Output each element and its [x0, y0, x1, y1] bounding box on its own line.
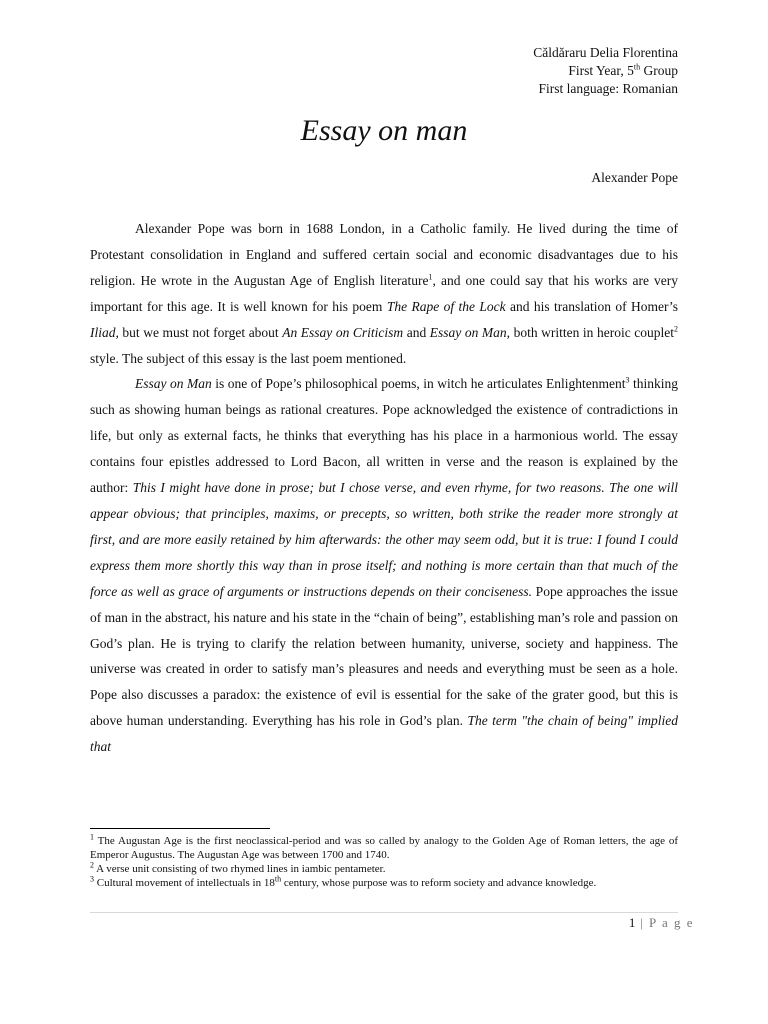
text-run: Pope approaches the issue of man in the abstract, his nature and his state in the “chain of being”, establishing man’s role and passion on God’s plan. He is trying to clarify the relation between humanity, universe, society and happiness. The universe was created in order to satisfy man’s pleasures and needs and everything must be seen as a hole. Pope also discusses a paradox: the existence of evil is essential for the sake of the grater good, but this is above human understanding. Everything has his role in God’s plan.: [90, 583, 678, 729]
footnote-text: century, whose purpose was to reform society and advance knowledge.: [281, 877, 597, 889]
page-separator: |: [635, 915, 649, 930]
footnote-text: The Augustan Age is the first neoclassical-period and was so called by analogy to the Golden Age of Roman letters, the age of Emperor Augustus. The Augustan Age was between 1700 and 1740.: [90, 835, 678, 861]
text-run: but we must not forget about: [118, 324, 283, 340]
year-text: First Year, 5: [568, 63, 634, 78]
document-title: Essay on man: [300, 114, 468, 147]
italic-title: Iliad,: [90, 324, 119, 340]
page-footer: [629, 915, 694, 931]
italic-quote: The term "the chain of being" implied that: [90, 713, 678, 755]
text-run: both written in heroic couplet: [510, 324, 674, 340]
text-run: thinking such as showing human beings as rational creatures. Pope acknowledged the existence of contradictions in life, but only as external facts, he thinks that everything has his place in a harmonious world. The essay contains four epistles addressed to Lord Bacon, all written in verse and the reason is explained by the author:: [90, 376, 678, 496]
footnote-number: 2: [90, 860, 94, 870]
student-language: First language: Romanian: [538, 81, 678, 96]
italic-title: Essay on Man: [135, 376, 212, 392]
footnote-separator: [90, 828, 270, 829]
group-text: Group: [640, 63, 678, 78]
footnote-ref: 3: [625, 375, 630, 385]
footnote-1: [90, 834, 678, 862]
student-name: Căldăraru Delia Florentina: [533, 45, 678, 60]
footnotes: [90, 834, 678, 890]
text-run: , and one could say that his works are very important for this age. It is well known for his poem: [90, 272, 678, 314]
footnote-superscript: th: [274, 874, 282, 884]
footnote-ref: 1: [428, 272, 433, 282]
italic-quote: This I might have done in prose; but I chose verse, and even rhyme, for two reasons. The one will appear obvious; that principles, maxims, or precepts, so written, both strike the reader more strongly at first, and are more easily retained by him afterwards: the other may seem odd, but it is true: I found I could express them more shortly this way than in prose itself; and nothing is more certain than that much of the force as well as grace of arguments or instructions depends on their conciseness.: [90, 480, 678, 599]
author-header: [533, 44, 678, 98]
year-superscript: th: [633, 62, 641, 72]
essay-body: [90, 216, 678, 760]
page-label: P a g e: [648, 915, 694, 930]
footnote-text: Cultural movement of intellectuals in 18: [94, 877, 275, 889]
page-number: 1: [628, 915, 636, 930]
paragraph-1: [90, 216, 678, 371]
footnote-text: A verse unit consisting of two rhymed lines in iambic pentameter.: [94, 863, 386, 875]
text-run: style. The subject of this essay is the last poem mentioned.: [90, 350, 407, 366]
footer-divider: [90, 912, 678, 913]
poem-author: Alexander Pope: [591, 170, 678, 185]
footnote-number: 3: [90, 874, 94, 884]
footnote-2: [90, 862, 678, 876]
text-run: and his translation of Homer’s: [505, 298, 678, 314]
student-year: [533, 62, 678, 80]
italic-title: Essay on Man,: [429, 324, 511, 340]
italic-title: An Essay on Criticism: [282, 324, 404, 340]
text-run: Alexander Pope was born in 1688 London, in a Catholic family. He lived during the time of Protestant consolidation in England and suffered certain social and economic disadvantages due to his religion. He wrote in the Augustan Age of English literature: [90, 221, 678, 288]
italic-title: The Rape of the Lock: [386, 298, 506, 314]
footnote-number: 1: [90, 832, 94, 842]
paragraph-2: [90, 371, 678, 760]
text-run: and: [403, 324, 430, 340]
footnote-ref: 2: [674, 324, 678, 334]
text-run: is one of Pope’s philosophical poems, in witch he articulates Enlightenment: [211, 376, 626, 392]
footnote-3: [90, 876, 678, 890]
